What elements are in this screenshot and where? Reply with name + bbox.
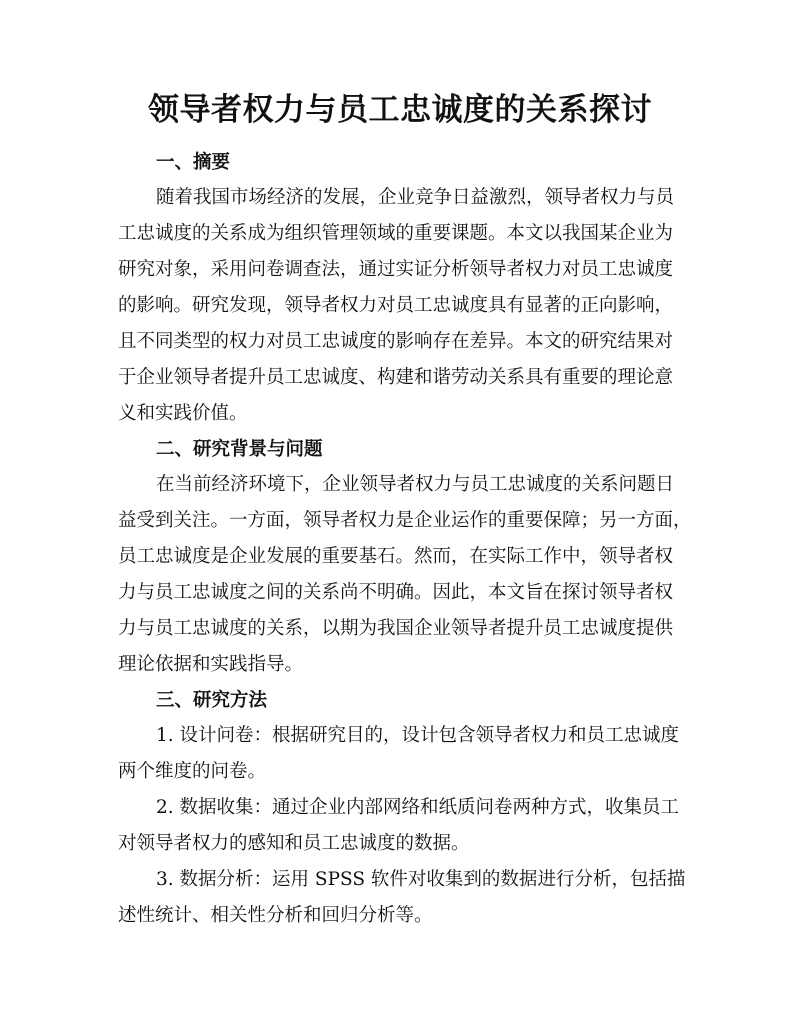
- heading-background: 二、研究背景与问题: [156, 439, 323, 460]
- document-title: 领导者权力与员工忠诚度的关系探讨: [148, 92, 652, 128]
- paragraph-line: 力与员工忠诚度之间的关系尚不明确。因此，本文旨在探讨领导者权: [118, 582, 674, 603]
- paragraph-line: 的影响。研究发现，领导者权力对员工忠诚度具有显著的正向影响，: [118, 295, 674, 316]
- method-item-line: 1. 设计问卷：根据研究目的，设计包含领导者权力和员工忠诚度: [156, 725, 680, 746]
- paragraph-line: 工忠诚度的关系成为组织管理领域的重要课题。本文以我国某企业为: [118, 223, 674, 244]
- paragraph-line: 于企业领导者提升员工忠诚度、构建和谐劳动关系具有重要的理论意: [118, 367, 674, 388]
- method-item-line: 3. 数据分析：运用 SPSS 软件对收集到的数据进行分析，包括描: [156, 869, 686, 890]
- method-item-line: 两个维度的问卷。: [118, 761, 267, 782]
- paragraph-line: 员工忠诚度是企业发展的重要基石。然而，在实际工作中，领导者权: [118, 546, 674, 567]
- paragraph-line: 理论依据和实践指导。: [118, 654, 304, 675]
- method-item-line: 对领导者权力的感知和员工忠诚度的数据。: [118, 833, 470, 854]
- paragraph-line: 力与员工忠诚度的关系，以期为我国企业领导者提升员工忠诚度提供: [118, 618, 674, 639]
- method-item-line: 述性统计、相关性分析和回归分析等。: [118, 905, 433, 926]
- paragraph-line: 研究对象，采用问卷调查法，通过实证分析领导者权力对员工忠诚度: [118, 259, 674, 280]
- paragraph-line: 随着我国市场经济的发展，企业竞争日益激烈，领导者权力与员: [156, 187, 675, 208]
- paragraph-line: 义和实践价值。: [118, 403, 248, 424]
- heading-abstract: 一、摘要: [156, 152, 231, 173]
- method-item-line: 2. 数据收集：通过企业内部网络和纸质问卷两种方式，收集员工: [156, 797, 680, 818]
- paragraph-line: 在当前经济环境下，企业领导者权力与员工忠诚度的关系问题日: [156, 474, 675, 495]
- paragraph-line: 且不同类型的权力对员工忠诚度的影响存在差异。本文的研究结果对: [118, 331, 674, 352]
- paragraph-line: 益受到关注。一方面，领导者权力是企业运作的重要保障；另一方面，: [118, 510, 692, 531]
- heading-method: 三、研究方法: [156, 690, 268, 711]
